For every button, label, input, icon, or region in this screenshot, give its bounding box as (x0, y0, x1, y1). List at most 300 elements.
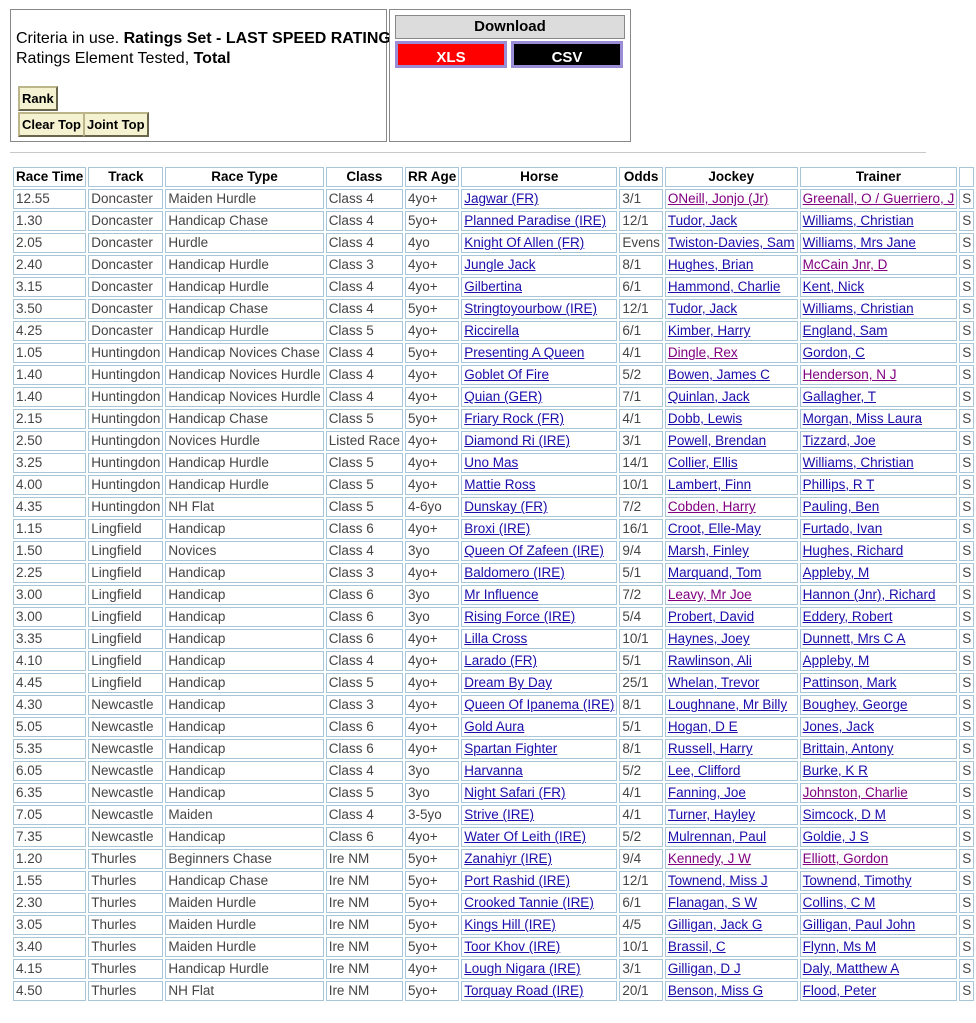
criteria-prefix: Criteria in use. (16, 30, 124, 47)
trainer-link[interactable]: Gordon, C (802, 345, 865, 360)
race-type-cell: Handicap Chase (168, 301, 269, 316)
table-row (13, 541, 974, 561)
race-time-cell: 2.25 (16, 565, 43, 580)
class-cell: Class 5 (328, 499, 374, 514)
class-column-cell (326, 893, 403, 913)
horse-link[interactable]: Rising Force (IRE) (464, 609, 576, 624)
horse-link[interactable]: Mattie Ross (464, 477, 536, 492)
trainer-link[interactable]: Gilligan, Paul John (802, 917, 916, 932)
table-row (13, 959, 974, 979)
trainer-link[interactable]: Flynn, Ms M (802, 939, 877, 954)
odds-column-cell (619, 717, 663, 737)
jockey-link[interactable]: Lee, Clifford (667, 763, 741, 778)
track-cell: Doncaster (91, 323, 153, 338)
type-column-cell (165, 783, 323, 803)
horse-column-cell (461, 761, 617, 781)
track-column-cell (88, 629, 163, 649)
jockey-link[interactable]: Tudor, Jack (667, 301, 738, 316)
table-row (13, 277, 974, 297)
horse-link[interactable]: Strive (IRE) (464, 807, 535, 822)
trainer-link[interactable]: Daly, Matthew A (802, 961, 900, 976)
jockey-link[interactable]: Gilligan, Jack G (667, 917, 763, 932)
jockey-link[interactable]: Bowen, James C (667, 367, 770, 382)
trainer-link[interactable]: Appleby, M (802, 565, 870, 580)
table-body (13, 189, 974, 1001)
jockey-column-cell (665, 783, 798, 803)
age-cell: 4yo+ (407, 565, 438, 580)
extra-cell: S (962, 587, 972, 602)
horse-link[interactable]: Presenting A Queen (464, 345, 585, 360)
type-column-cell (165, 409, 323, 429)
track-cell: Thurles (91, 895, 137, 910)
trainer-link[interactable]: Williams, Christian (802, 213, 914, 228)
type-column-cell (165, 497, 323, 517)
track-cell: Doncaster (91, 301, 153, 316)
horse-column-cell (461, 981, 617, 1001)
trainer-column-cell (800, 189, 958, 209)
jockey-link[interactable]: Tudor, Jack (667, 213, 738, 228)
jockey-column-cell (665, 629, 798, 649)
odds-column-cell (619, 849, 663, 869)
horse-link[interactable]: Lilla Cross (464, 631, 528, 646)
age-cell: 4yo+ (407, 323, 438, 338)
horse-link[interactable]: Baldomero (IRE) (464, 565, 565, 580)
extra-cell: S (962, 301, 972, 316)
track-column-cell (88, 541, 163, 561)
jockey-link[interactable]: Mulrennan, Paul (667, 829, 767, 844)
jockey-link[interactable]: Leavy, Mr Joe (667, 587, 752, 602)
jockey-link[interactable]: Hammond, Charlie (667, 279, 781, 294)
class-cell: Class 3 (328, 257, 374, 272)
type-column-cell (165, 651, 323, 671)
trainer-column-cell (800, 761, 958, 781)
jockey-link[interactable]: Brassil, C (667, 939, 726, 954)
jockey-column-cell (665, 607, 798, 627)
odds-cell: 9/4 (622, 851, 642, 866)
track-cell: Lingfield (91, 609, 142, 624)
age-column-cell (405, 629, 459, 649)
odds-column-cell (619, 343, 663, 363)
trainer-column-cell (800, 343, 958, 363)
trainer-link[interactable]: Tizzard, Joe (802, 433, 876, 448)
horse-link[interactable]: Gilbertina (464, 279, 523, 294)
trainer-column-cell (800, 563, 958, 583)
type-column-cell (165, 607, 323, 627)
extra-cell: S (962, 323, 972, 338)
horse-column-cell (461, 497, 617, 517)
table-row (13, 651, 974, 671)
horse-column-cell (461, 299, 617, 319)
track-column-cell (88, 893, 163, 913)
trainer-link[interactable]: Hughes, Richard (802, 543, 904, 558)
track-column-cell (88, 805, 163, 825)
horse-link[interactable]: Kings Hill (IRE) (464, 917, 556, 932)
header-race-time[interactable]: Race Time (13, 167, 86, 187)
jockey-column-cell (665, 827, 798, 847)
jockey-link[interactable]: Powell, Brendan (667, 433, 767, 448)
extra-column-cell (959, 233, 974, 253)
csv-download-button[interactable]: CSV (511, 41, 623, 68)
track-cell: Huntingdon (91, 433, 161, 448)
odds-column-cell (619, 937, 663, 957)
trainer-link[interactable]: Furtado, Ivan (802, 521, 883, 536)
jockey-link[interactable]: Rawlinson, Ali (667, 653, 752, 668)
race-type-cell: Handicap (168, 763, 226, 778)
class-cell: Class 4 (328, 191, 374, 206)
jockey-column-cell (665, 739, 798, 759)
race-time-cell: 3.15 (16, 279, 43, 294)
class-column-cell (326, 739, 403, 759)
track-column-cell (88, 343, 163, 363)
table-row (13, 849, 974, 869)
horse-link[interactable]: Harvanna (464, 763, 523, 778)
table-row (13, 431, 974, 451)
extra-cell: S (962, 917, 972, 932)
trainer-link[interactable]: Pattinson, Mark (802, 675, 897, 690)
header-class[interactable]: Class (326, 167, 403, 187)
extra-cell: S (962, 741, 972, 756)
age-cell: 5yo+ (407, 301, 438, 316)
trainer-link[interactable]: Townend, Timothy (802, 873, 912, 888)
extra-column-cell (959, 189, 974, 209)
jockey-link[interactable]: ONeill, Jonjo (Jr) (667, 191, 769, 206)
extra-column-cell (959, 695, 974, 715)
time-column-cell (13, 717, 86, 737)
type-column-cell (165, 805, 323, 825)
race-type-cell: Beginners Chase (168, 851, 272, 866)
jockey-link[interactable]: Probert, David (667, 609, 755, 624)
type-column-cell (165, 761, 323, 781)
track-column-cell (88, 365, 163, 385)
jockey-link[interactable]: Dingle, Rex (667, 345, 738, 360)
header-trainer[interactable]: Trainer (800, 167, 958, 187)
trainer-link[interactable]: Williams, Mrs Jane (802, 235, 916, 250)
class-column-cell (326, 783, 403, 803)
header-track[interactable]: Track (88, 167, 163, 187)
class-column-cell (326, 409, 403, 429)
jockey-column-cell (665, 431, 798, 451)
jockey-link[interactable]: Cobden, Harry (667, 499, 756, 514)
jockey-link[interactable]: Quinlan, Jack (667, 389, 750, 404)
horse-column-cell (461, 893, 617, 913)
type-column-cell (165, 299, 323, 319)
jockey-link[interactable]: Hogan, D E (667, 719, 738, 734)
track-cell: Thurles (91, 851, 137, 866)
class-column-cell (326, 959, 403, 979)
jockey-link[interactable]: Dobb, Lewis (667, 411, 743, 426)
trainer-link[interactable]: Williams, Christian (802, 301, 914, 316)
header-race-type[interactable]: Race Type (165, 167, 323, 187)
odds-column-cell (619, 453, 663, 473)
horse-column-cell (461, 321, 617, 341)
joint-top-button[interactable]: Joint Top (83, 112, 149, 137)
horse-link[interactable]: Goblet Of Fire (464, 367, 550, 382)
extra-cell: S (962, 851, 972, 866)
horse-link[interactable]: Zanahiyr (IRE) (464, 851, 553, 866)
extra-cell: S (962, 345, 972, 360)
table-header-row (13, 167, 974, 187)
trainer-link[interactable]: Appleby, M (802, 653, 870, 668)
jockey-link[interactable]: Flanagan, S W (667, 895, 758, 910)
trainer-column-cell (800, 365, 958, 385)
horse-link[interactable]: Queen Of Zafeen (IRE) (464, 543, 604, 558)
jockey-column-cell (665, 233, 798, 253)
age-column-cell (405, 365, 459, 385)
header-horse[interactable]: Horse (461, 167, 617, 187)
age-cell: 4yo+ (407, 653, 438, 668)
age-column-cell (405, 233, 459, 253)
horse-link[interactable]: Port Rashid (IRE) (464, 873, 571, 888)
class-column-cell (326, 387, 403, 407)
race-type-cell: Maiden Hurdle (168, 917, 257, 932)
race-time-cell: 1.40 (16, 389, 43, 404)
trainer-link[interactable]: Simcock, D M (802, 807, 886, 822)
race-time-cell: 1.05 (16, 345, 43, 360)
table-row (13, 915, 974, 935)
trainer-link[interactable]: Gallagher, T (802, 389, 876, 404)
horse-link[interactable]: Spartan Fighter (464, 741, 558, 756)
horse-link[interactable]: Diamond Ri (IRE) (464, 433, 571, 448)
class-column-cell (326, 607, 403, 627)
age-cell: 5yo+ (407, 917, 438, 932)
horse-link[interactable]: Larado (FR) (464, 653, 538, 668)
trainer-link[interactable]: Flood, Peter (802, 983, 877, 998)
jockey-link[interactable]: Russell, Harry (667, 741, 753, 756)
extra-column-cell (959, 673, 974, 693)
track-cell: Huntingdon (91, 389, 161, 404)
trainer-link[interactable]: England, Sam (802, 323, 888, 338)
horse-link[interactable]: Night Safari (FR) (464, 785, 566, 800)
table-row (13, 497, 974, 517)
age-cell: 3yo (407, 543, 430, 558)
horse-link[interactable]: Riccirella (464, 323, 520, 338)
race-type-cell: Handicap Hurdle (168, 477, 269, 492)
header-rr-age[interactable]: RR Age (405, 167, 459, 187)
jockey-column-cell (665, 519, 798, 539)
odds-cell: 4/1 (622, 411, 642, 426)
extra-cell: S (962, 653, 972, 668)
time-column-cell (13, 431, 86, 451)
trainer-link[interactable]: Phillips, R T (802, 477, 875, 492)
horse-link[interactable]: Quian (GER) (464, 389, 543, 404)
jockey-link[interactable]: Marquand, Tom (667, 565, 762, 580)
jockey-link[interactable]: Kennedy, J W (667, 851, 751, 866)
header-jockey[interactable]: Jockey (665, 167, 798, 187)
horse-column-cell (461, 475, 617, 495)
class-cell: Class 5 (328, 675, 374, 690)
jockey-link[interactable]: Lambert, Finn (667, 477, 752, 492)
jockey-link[interactable]: Turner, Hayley (667, 807, 756, 822)
jockey-link[interactable]: Loughnane, Mr Billy (667, 697, 788, 712)
horse-link[interactable]: Lough Nigara (IRE) (464, 961, 581, 976)
trainer-link[interactable]: Dunnett, Mrs C A (802, 631, 906, 646)
horse-link[interactable]: Uno Mas (464, 455, 519, 470)
time-column-cell (13, 849, 86, 869)
jockey-link[interactable]: Kimber, Harry (667, 323, 751, 338)
jockey-link[interactable]: Benson, Miss G (667, 983, 764, 998)
class-cell: Ire NM (328, 939, 370, 954)
trainer-link[interactable]: Elliott, Gordon (802, 851, 889, 866)
odds-cell: 14/1 (622, 455, 649, 470)
odds-cell: 5/2 (622, 829, 642, 844)
jockey-link[interactable]: Marsh, Finley (667, 543, 749, 558)
race-type-cell: Handicap (168, 653, 226, 668)
race-time-cell: 4.50 (16, 983, 43, 998)
age-cell: 4yo (407, 235, 430, 250)
type-column-cell (165, 563, 323, 583)
jockey-link[interactable]: Croot, Elle-May (667, 521, 761, 536)
clear-top-button[interactable]: Clear Top (18, 112, 85, 137)
trainer-link[interactable]: Brittain, Antony (802, 741, 894, 756)
jockey-link[interactable]: Collier, Ellis (667, 455, 738, 470)
horse-link[interactable]: Knight Of Allen (FR) (464, 235, 585, 250)
type-column-cell (165, 981, 323, 1001)
header-extra[interactable] (959, 167, 974, 187)
race-type-cell: NH Flat (168, 499, 215, 514)
track-column-cell (88, 563, 163, 583)
trainer-link[interactable]: Johnston, Charlie (802, 785, 908, 800)
age-column-cell (405, 607, 459, 627)
class-column-cell (326, 255, 403, 275)
extra-column-cell (959, 893, 974, 913)
age-column-cell (405, 475, 459, 495)
track-column-cell (88, 761, 163, 781)
trainer-link[interactable]: Morgan, Miss Laura (802, 411, 922, 426)
age-column-cell (405, 849, 459, 869)
age-column-cell (405, 915, 459, 935)
odds-column-cell (619, 673, 663, 693)
horse-link[interactable]: Dream By Day (464, 675, 553, 690)
time-column-cell (13, 299, 86, 319)
horse-link[interactable]: Torquay Road (IRE) (464, 983, 584, 998)
trainer-link[interactable]: Kent, Nick (802, 279, 865, 294)
trainer-column-cell (800, 299, 958, 319)
extra-column-cell (959, 937, 974, 957)
odds-column-cell (619, 277, 663, 297)
rank-button[interactable]: Rank (18, 86, 58, 111)
trainer-link[interactable]: Eddery, Robert (802, 609, 893, 624)
race-time-cell: 2.50 (16, 433, 43, 448)
age-cell: 4yo+ (407, 191, 438, 206)
horse-column-cell (461, 849, 617, 869)
race-time-cell: 3.50 (16, 301, 43, 316)
odds-column-cell (619, 805, 663, 825)
trainer-link[interactable]: Burke, K R (802, 763, 868, 778)
table-row (13, 211, 974, 231)
class-cell: Class 5 (328, 477, 374, 492)
table-row (13, 673, 974, 693)
jockey-link[interactable]: Fanning, Joe (667, 785, 746, 800)
trainer-link[interactable]: Greenall, O / Guerriero, J (802, 191, 955, 206)
time-column-cell (13, 233, 86, 253)
time-column-cell (13, 255, 86, 275)
class-column-cell (326, 937, 403, 957)
trainer-column-cell (800, 541, 958, 561)
horse-link[interactable]: Planned Paradise (IRE) (464, 213, 607, 228)
trainer-link[interactable]: Jones, Jack (802, 719, 874, 734)
odds-column-cell (619, 981, 663, 1001)
trainer-link[interactable]: Williams, Christian (802, 455, 914, 470)
odds-cell: 5/1 (622, 653, 642, 668)
race-time-cell: 3.05 (16, 917, 43, 932)
time-column-cell (13, 211, 86, 231)
time-column-cell (13, 497, 86, 517)
horse-link[interactable]: Queen Of Ipanema (IRE) (464, 697, 615, 712)
horse-link[interactable]: Stringtoyourbow (IRE) (464, 301, 598, 316)
time-column-cell (13, 321, 86, 341)
trainer-link[interactable]: Pauling, Ben (802, 499, 880, 514)
class-cell: Class 4 (328, 235, 374, 250)
extra-column-cell (959, 739, 974, 759)
jockey-column-cell (665, 937, 798, 957)
trainer-link[interactable]: Collins, C M (802, 895, 876, 910)
class-cell: Class 4 (328, 213, 374, 228)
jockey-link[interactable]: Twiston-Davies, Sam (667, 235, 795, 250)
header-odds[interactable]: Odds (619, 167, 663, 187)
race-time-cell: 12.55 (16, 191, 50, 206)
table-row (13, 365, 974, 385)
race-type-cell: Handicap Hurdle (168, 455, 269, 470)
jockey-link[interactable]: Gilligan, D J (667, 961, 741, 976)
race-time-cell: 3.35 (16, 631, 43, 646)
horse-link[interactable]: Jungle Jack (464, 257, 536, 272)
type-column-cell (165, 893, 323, 913)
xls-download-button[interactable]: XLS (395, 41, 507, 68)
jockey-link[interactable]: Haynes, Joey (667, 631, 750, 646)
race-time-cell: 2.05 (16, 235, 43, 250)
track-column-cell (88, 431, 163, 451)
track-column-cell (88, 453, 163, 473)
horse-link[interactable]: Jagwar (FR) (464, 191, 539, 206)
age-column-cell (405, 321, 459, 341)
track-cell: Newcastle (91, 741, 154, 756)
jockey-link[interactable]: Townend, Miss J (667, 873, 768, 888)
trainer-column-cell (800, 981, 958, 1001)
trainer-link[interactable]: Hannon (Jnr), Richard (802, 587, 936, 602)
jockey-column-cell (665, 959, 798, 979)
jockey-column-cell (665, 981, 798, 1001)
trainer-link[interactable]: Goldie, J S (802, 829, 869, 844)
track-column-cell (88, 299, 163, 319)
time-column-cell (13, 365, 86, 385)
extra-cell: S (962, 499, 972, 514)
horse-column-cell (461, 717, 617, 737)
horse-link[interactable]: Crooked Tannie (IRE) (464, 895, 594, 910)
track-column-cell (88, 233, 163, 253)
extra-column-cell (959, 365, 974, 385)
horse-link[interactable]: Gold Aura (464, 719, 525, 734)
class-column-cell (326, 321, 403, 341)
type-column-cell (165, 541, 323, 561)
odds-column-cell (619, 739, 663, 759)
horse-column-cell (461, 937, 617, 957)
jockey-link[interactable]: Whelan, Trevor (667, 675, 760, 690)
horse-link[interactable]: Dunskay (FR) (464, 499, 548, 514)
class-cell: Class 6 (328, 587, 374, 602)
race-type-cell: Hurdle (168, 235, 209, 250)
jockey-link[interactable]: Hughes, Brian (667, 257, 754, 272)
horse-link[interactable]: Broxi (IRE) (464, 521, 531, 536)
race-time-cell: 5.35 (16, 741, 43, 756)
table-row (13, 255, 974, 275)
trainer-link[interactable]: Henderson, N J (802, 367, 897, 382)
horse-link[interactable]: Toor Khov (IRE) (464, 939, 561, 954)
trainer-link[interactable]: Boughey, George (802, 697, 908, 712)
horse-link[interactable]: Friary Rock (FR) (464, 411, 564, 426)
trainer-link[interactable]: McCain Jnr, D (802, 257, 888, 272)
horse-link[interactable]: Mr Influence (464, 587, 539, 602)
horse-link[interactable]: Water Of Leith (IRE) (464, 829, 587, 844)
